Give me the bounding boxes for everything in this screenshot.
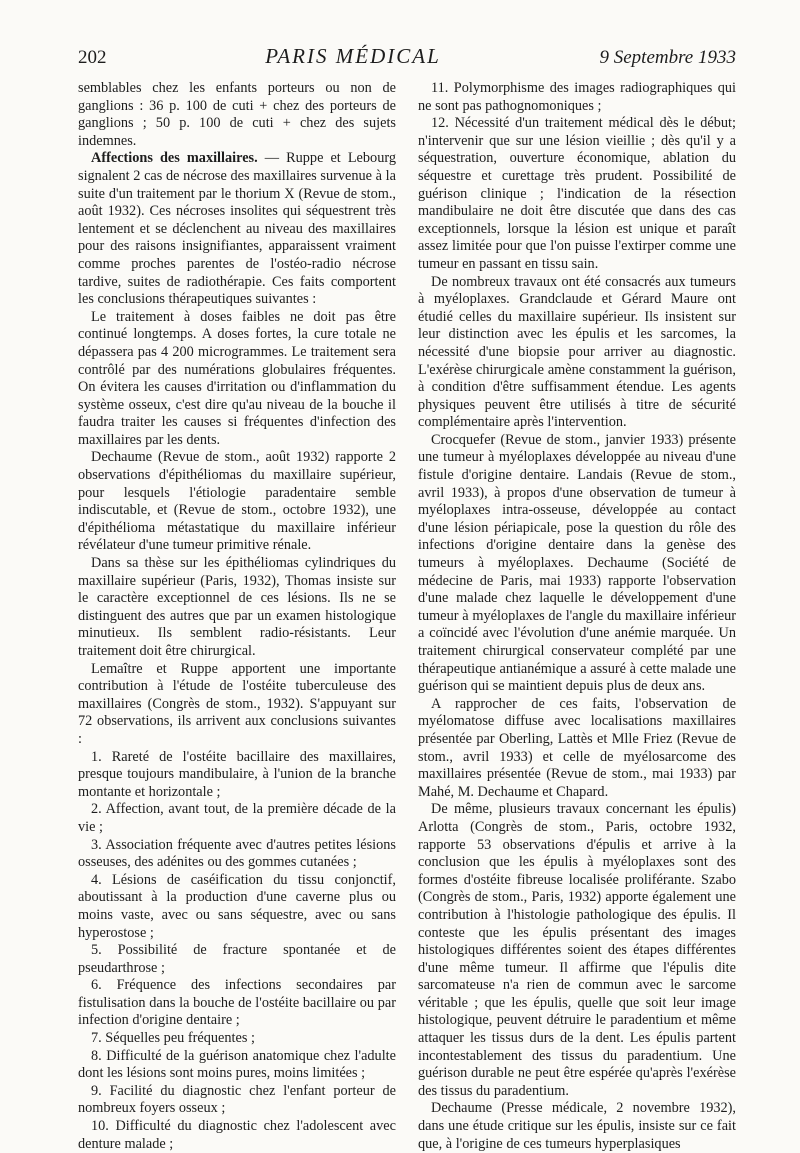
paragraph — [78, 555, 396, 661]
paragraph-text: 1. Rareté de l'ostéite bacillaire des maxillaires, presque toujours mandibulaire, à l'union de la branche montante et horizontale ; — [78, 748, 396, 800]
paragraph-text: semblables chez les enfants porteurs ou non de ganglions : 36 p. 100 de cuti + chez des porteurs de ganglions ; 50 p. 100 de cuti + chez des sujets indemnes. — [78, 80, 396, 149]
paragraph — [78, 801, 396, 836]
paragraph — [78, 977, 396, 1030]
paragraph-text: 4. Lésions de caséification du tissu conjonctif, aboutissant à la production d'une caverne plus ou moins vaste, avec ou sans séquestre, avec ou sans hyperostose ; — [78, 871, 396, 941]
paragraph — [78, 661, 396, 749]
paragraph — [78, 749, 396, 802]
page-number: 202 — [78, 47, 107, 68]
paragraph-text: Dechaume (Presse médicale, 2 novembre 1932), dans une étude critique sur les épulis, insiste sur ce fait que, à l'origine de ces tumeurs hyperplasiques — [418, 1100, 736, 1152]
paragraph — [78, 80, 396, 150]
paragraph — [78, 449, 396, 555]
paragraph — [418, 1100, 736, 1153]
paragraph-text: 12. Nécessité d'un traitement médical dès le début; n'intervenir que sur une lésion vieillie ; dès qu'il y a séquestration, ouverture économique, ablation du séquestre et curettage très prudent. Possibilité de guérison clinique ; l'indication de la résection mandibulaire ne doit être discutée que dans des cas exceptionnels, lorsque la lésion est unique et paraît assez limitée pour que l'on puisse l'extirper comme une tumeur en passant en tissu sain. — [418, 115, 736, 272]
paragraph — [78, 1083, 396, 1118]
section-lead: Affections des maxillaires. — [91, 150, 258, 167]
right-column — [418, 80, 736, 1153]
paragraph-text: Lemaître et Ruppe apportent une importante contribution à l'étude de l'ostéite tuberculeuse des maxillaires (Congrès de stom., 1932). S'appuyant sur 72 observations, ils arrivent aux conclusions suivantes : — [78, 660, 396, 747]
paragraph-text: 5. Possibilité de fracture spontanée et de pseudarthrose ; — [78, 942, 396, 976]
paragraph — [78, 309, 396, 450]
paragraph — [418, 80, 736, 115]
paragraph-text: 9. Facilité du diagnostic chez l'enfant porteur de nombreux foyers osseux ; — [78, 1082, 396, 1117]
paragraph — [78, 1048, 396, 1083]
paragraph — [78, 1118, 396, 1153]
paragraph-text: — Ruppe et Lebourg signalent 2 cas de nécrose des maxillaires survenue à la suite d'un traitement par le thorium X (Revue de stom., août 1932). Ces nécroses insolites qui séquestrent très lentement et se déclenchent au niveau des maxillaires pour des raisons insignifiantes, apparaissent vraiment comme proches parentes de l'ostéo-radio nécrose tardive, suites de radiothérapie. Ces faits comportent les conclusions thérapeutiques suivantes : — [78, 150, 396, 308]
paragraph-text: De nombreux travaux ont été consacrés aux tumeurs à myéloplaxes. Grandclaude et Gérard Maure ont étudié celles du maxillaire supérieur. Ils insistent sur leur distinction avec les épulis et les sarcomes, la nécessité d'une biopsie pour arriver au diagnostic. L'exérèse chirurgicale amène constamment la guérison, à condition d'être suffisamment étendue. Les agents physiques peuvent être utilisés à titre de sécurité complémentaire après l'intervention. — [418, 273, 736, 431]
left-column — [78, 80, 396, 1153]
paragraph-text: 3. Association fréquente avec d'autres petites lésions osseuses, des adénites ou des gommes cutanées ; — [78, 836, 396, 871]
paragraph-text: 10. Difficulté du diagnostic chez l'adolescent avec denture malade ; — [78, 1118, 396, 1152]
paragraph — [418, 115, 736, 273]
issue-date: 9 Septembre 1933 — [599, 47, 736, 68]
paragraph-text: 8. Difficulté de la guérison anatomique chez l'adulte dont les lésions sont moins pures, moins limitées ; — [78, 1047, 396, 1082]
paragraph — [78, 837, 396, 872]
paragraph-text: 2. Affection, avant tout, de la première décade de la vie ; — [78, 801, 396, 835]
paragraph-text: 7. Séquelles peu fréquentes ; — [91, 1030, 255, 1047]
paragraph-text: 6. Fréquence des infections secondaires par fistulisation dans la bouche de l'ostéite bacillaire ou par infection d'origine dentaire ; — [78, 977, 396, 1029]
paragraph — [78, 150, 396, 308]
paragraph-text: A rapprocher de ces faits, l'observation de myélomatose diffuse avec localisations maxillaires présentée par Oberling, Lattès et Mlle Friez (Revue de stom., avril 1933) et celle de myélosarcome des maxillaires présentée (Revue de stom., mai 1933) par Mahé, M. Dechaume et Chapard. — [418, 695, 736, 800]
paragraph-text: Dechaume (Revue de stom., août 1932) rapporte 2 observations d'épithéliomas du maxillaire supérieur, pour lesquels l'étiologie paradentaire semble indiscutable, et (Revue de stom., octobre 1932), une d'épithélioma métastatique du maxillaire inférieur révélateur d'une tumeur primitive rénale. — [78, 449, 396, 554]
paragraph-text: 11. Polymorphisme des images radiographiques qui ne sont pas pathognomoniques ; — [418, 80, 736, 114]
paragraph — [78, 1030, 396, 1048]
journal-title: PARIS MÉDICAL — [265, 44, 441, 68]
paragraph-text: Crocquefer (Revue de stom., janvier 1933) présente une tumeur à myéloplaxes développée au niveau d'une fistule d'origine dentaire. Landais (Revue de stom., avril 1933), à propos d'une observation de tumeur à myéloplaxes intra-osseuse, développée au contact d'une lésion périapicale, pose la question du rôle des infections d'origine dentaire dans la genèse des tumeurs à myéloplaxes. Dechaume (Société de médecine de Paris, mai 1933) rapporte l'observation d'une malade chez laquelle le développement d'une tumeur à myéloplaxes de l'angle du maxillaire inférieur a coïncidé avec l'évolution d'une anémie marquée. Un traitement chirurgical conservateur complété par une thérapeutique antianémique a assuré à cette malade une guérison qui se maintient depuis plus de deux ans. — [418, 431, 736, 695]
paragraph — [418, 801, 736, 1100]
paragraph-text: Dans sa thèse sur les épithéliomas cylindriques du maxillaire supérieur (Paris, 1932), Thomas insiste sur le caractère exceptionnel de ces lésions. Ils ne se distinguent des autres que par un examen histologique minutieux. Ils semblent radio-résistants. Leur traitement doit être chirurgical. — [78, 555, 396, 659]
paragraph-text: De même, plusieurs travaux concernant les épulis) Arlotta (Congrès de stom., Paris, octobre 1932, rapporte 53 observations d'épulis et arrive à la conclusion que les épulis à myéloplaxes sont des formes d'ostéite fibreuse localisée proliférante. Szabo (Congrès de stom., Paris, 1932) apporte également une contribution à l'histologie pathologique des épulis. Il conteste que les épulis présentant des images histologiques différentes soient des étapes différentes d'une même tumeur. Il affirme que l'épulis dite sarcomateuse n'a rien de commun avec le sarcome véritable ; que les épulis, quelle que soit leur image histologique, peuvent détruire le paradentium et même attaquer les tissus durs de la dent. Les épulis partent incontestablement des tissus du paradentium. Une guérison durable ne peut être espérée qu'après l'exérèse des tissus du paradentium. — [418, 801, 736, 1099]
paragraph — [418, 696, 736, 802]
paragraph — [78, 872, 396, 942]
paragraph — [78, 942, 396, 977]
page-header — [78, 44, 736, 74]
paragraph — [418, 274, 736, 432]
paragraph-text: Le traitement à doses faibles ne doit pas être continué longtemps. A doses fortes, la cure totale ne dépassera pas 4 200 microgrammes. Le traitement sera contrôlé par des numérations globulaires fréquentes. On évitera les causes d'irritation ou d'inflammation du système osseux, c'est dire qu'au niveau de la bouche il faudra traiter les causes si fréquentes d'infection des maxillaires par les dents. — [78, 308, 396, 448]
paragraph — [418, 432, 736, 696]
